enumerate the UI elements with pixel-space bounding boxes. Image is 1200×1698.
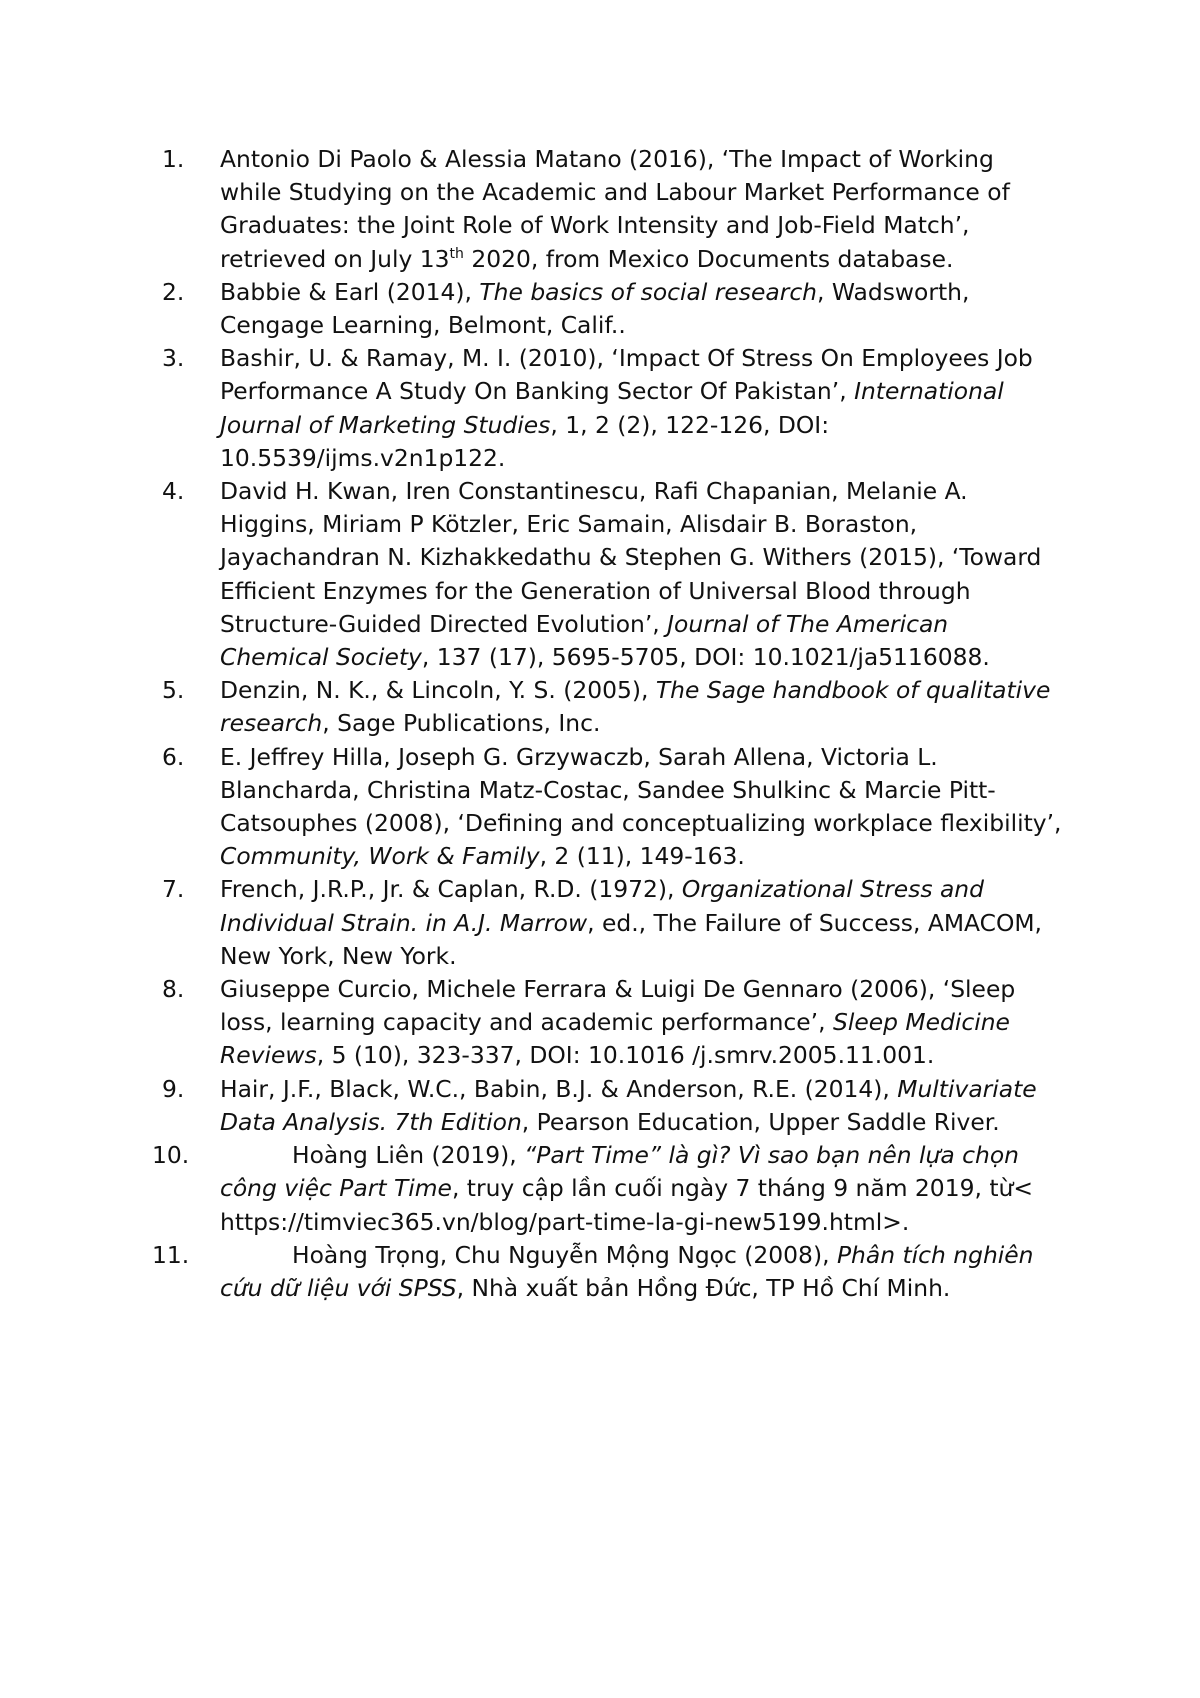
reference-text: , 2 (11), 149-163.	[539, 842, 745, 871]
reference-number: 5.	[162, 676, 185, 705]
reference-text: , Nhà xuất bản Hồng Đức, TP Hồ Chí Minh.	[456, 1273, 951, 1302]
reference-item	[162, 973, 1062, 1073]
reference-text: , Pearson Education, Upper Saddle River.	[521, 1107, 1000, 1136]
reference-number: 11.	[152, 1240, 190, 1269]
reference-number: 2.	[162, 277, 185, 306]
reference-number: 8.	[162, 975, 185, 1004]
reference-item	[162, 276, 1062, 342]
reference-number: 6.	[162, 742, 185, 771]
reference-item	[152, 1239, 1062, 1305]
reference-text: , 1, 2 (2), 122-126, DOI: 10.5539/ijms.v2n1p122.	[220, 410, 830, 472]
reference-title-italic: Sleep Medicine Reviews	[220, 1008, 1010, 1070]
reference-number: 3.	[162, 344, 185, 373]
reference-number: 4.	[162, 477, 185, 506]
reference-number: 10.	[152, 1141, 190, 1170]
reference-list	[152, 143, 1062, 1305]
reference-text: , Sage Publications, Inc.	[322, 709, 601, 738]
reference-title-italic: “Part Time” là gì? Vì sao bạn nên lựa chọn công việc Part Time	[220, 1141, 1019, 1203]
reference-text: E. Jeffrey Hilla, Joseph G. Grzywaczb, Sarah Allena, Victoria L. Blancharda, Christina Matz-Costac, Sandee Shulkinc & Marcie Pitt-Catsouphes (2008), ‘Defining and conceptualizing workplace flexibility’,	[220, 742, 1062, 838]
reference-text: Babbie & Earl (2014),	[220, 277, 480, 306]
reference-number: 1.	[162, 145, 185, 173]
reference-text: Giuseppe Curcio, Michele Ferrara & Luigi De Gennaro (2006), ‘Sleep loss, learning capacity and academic performance’,	[220, 975, 1016, 1037]
reference-item	[162, 143, 1062, 276]
reference-item	[162, 1073, 1062, 1139]
reference-title-italic: The basics of social research	[479, 277, 818, 306]
reference-text: , truy cập lần cuối ngày 7 tháng 9 năm 2019, từ< https://timviec365.vn/blog/part-time-la-gi-new5199.html>.	[220, 1174, 1033, 1236]
reference-text: French, J.R.P., Jr. & Caplan, R.D. (1972),	[220, 875, 682, 904]
reference-item	[162, 475, 1062, 674]
reference-text: , 137 (17), 5695-5705, DOI: 10.1021/ja5116088.	[421, 643, 990, 672]
reference-title-italic: Journal of The American Chemical Society	[220, 609, 949, 672]
reference-text: Denzin, N. K., & Lincoln, Y. S. (2005),	[220, 676, 656, 705]
reference-item	[162, 674, 1062, 740]
reference-item	[152, 1139, 1062, 1239]
reference-text: Hoàng Liên (2019),	[292, 1141, 525, 1170]
reference-text: Antonio Di Paolo & Alessia Matano (2016), ‘The Impact of Working while Studying on the Academic and Labour Market Performance of Graduates: the Joint Role of Work Intensity and Job-Field Match’, retrieved on July 13	[220, 145, 1010, 273]
reference-number: 9.	[162, 1074, 185, 1103]
reference-item	[162, 873, 1062, 973]
reference-text: , Wadsworth, Cengage Learning, Belmont, Calif..	[220, 277, 970, 340]
reference-text: 2020, from Mexico Documents database.	[463, 244, 954, 273]
reference-title-italic: The Sage handbook of qualitative research	[220, 676, 1051, 738]
reference-text: David H. Kwan, Iren Constantinescu, Rafi Chapanian, Melanie A. Higgins, Miriam P Kötzler, Eric Samain, Alisdair B. Boraston, Jayachandran N. Kizhakkedathu & Stephen G. Withers (2015), ‘Toward Efficient Enzymes for the Generation of Universal Blood through Structure-Guided Directed Evolution’,	[220, 477, 1042, 638]
reference-number: 7.	[162, 875, 185, 904]
reference-text: Hoàng Trọng, Chu Nguyễn Mộng Ngọc (2008),	[292, 1240, 837, 1269]
reference-text: , 5 (10), 323-337, DOI: 10.1016 /j.smrv.2005.11.001.	[316, 1041, 935, 1070]
reference-title-italic: International Journal of Marketing Studies	[220, 377, 1004, 439]
reference-text: Bashir, U. & Ramay, M. I. (2010), ‘Impact Of Stress On Employees Job Performance A Study On Banking Sector Of Pakistan’,	[220, 344, 1033, 406]
reference-item	[162, 741, 1062, 874]
reference-title-italic: Multivariate Data Analysis. 7th Edition	[220, 1074, 1037, 1136]
reference-title-italic: Phân tích nghiên cứu dữ liệu với SPSS	[220, 1240, 1034, 1302]
reference-text: Hair, J.F., Black, W.C., Babin, B.J. & Anderson, R.E. (2014),	[220, 1074, 898, 1103]
reference-title-italic: Organizational Stress and Individual Strain. in A.J. Marrow	[220, 875, 984, 937]
reference-item	[162, 342, 1062, 475]
reference-superscript: th	[449, 245, 464, 262]
reference-text: , ed., The Failure of Success, AMACOM, New York, New York.	[220, 908, 1042, 970]
reference-title-italic: Community, Work & Family	[220, 842, 540, 871]
